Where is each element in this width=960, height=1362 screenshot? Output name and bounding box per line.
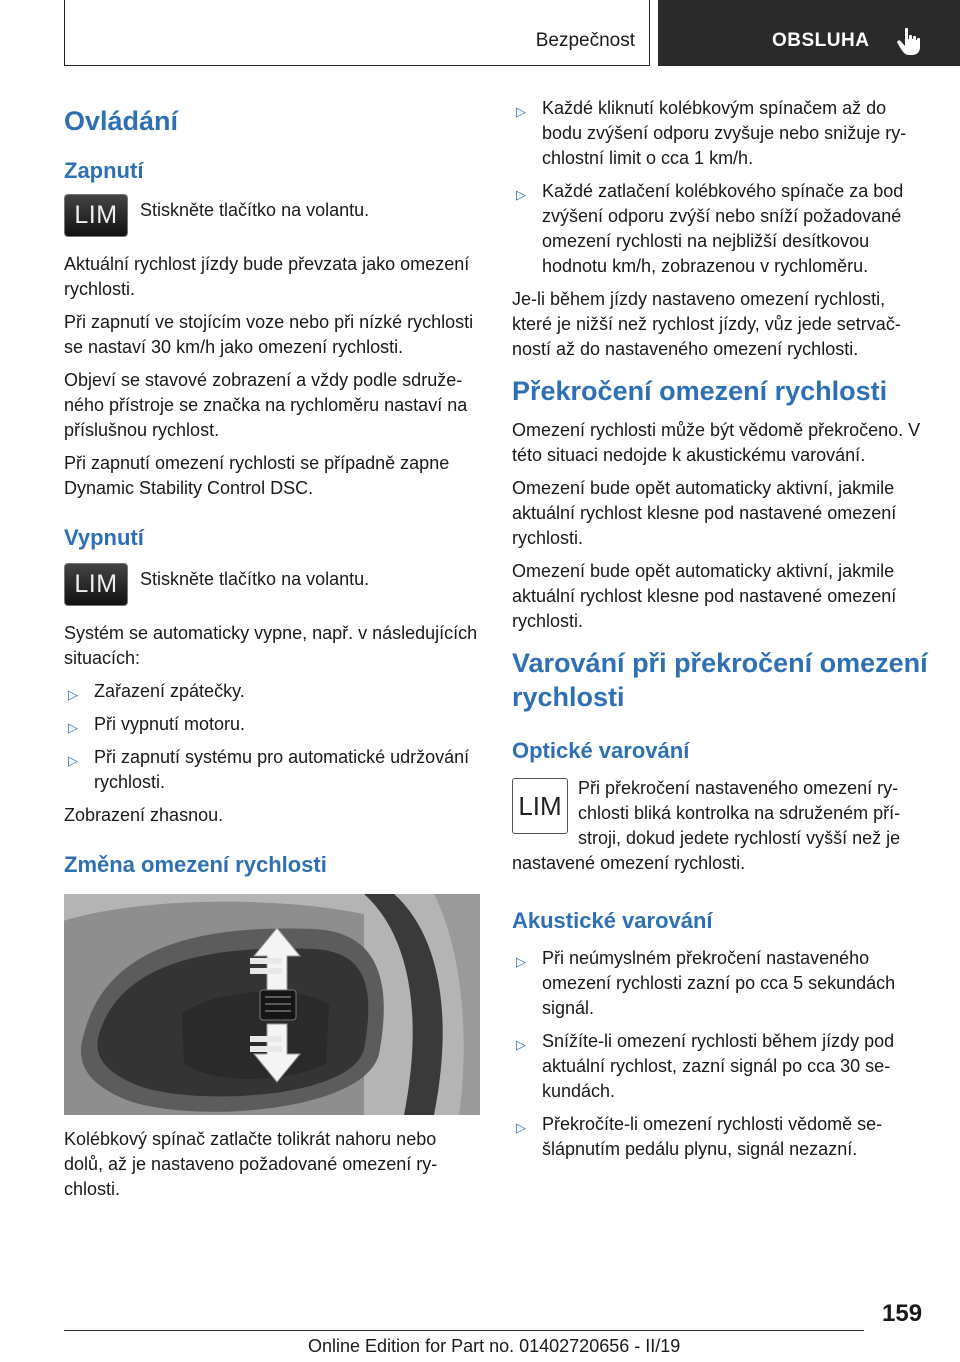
section-title: Bezpečnost bbox=[535, 30, 635, 51]
left-column bbox=[64, 96, 480, 1210]
triangle-bullet-icon: ▷ bbox=[516, 187, 526, 202]
footer-edition: Online Edition for Part no. 01402720656 - II/19 bbox=[308, 1336, 681, 1356]
page-number: 159 bbox=[882, 1300, 923, 1327]
paragraph: Při překročení nastaveného omezení rychlosti bliká kontrolka na sdruženém přístroji, dokud jedete rychlostí vyšší než je nastavené omezení rychlosti. bbox=[512, 778, 901, 873]
triangle-bullet-icon: ▷ bbox=[68, 687, 78, 702]
lim-instruction bbox=[64, 194, 480, 246]
lim-indicator-icon: LIM bbox=[512, 778, 568, 834]
footer-divider bbox=[64, 1330, 864, 1331]
chapter-tab-label: OBSLUHA bbox=[772, 30, 870, 51]
paragraph: Při zapnutí omezení rychlosti se případně zapne Dynamic Stability Control DSC. bbox=[64, 453, 450, 498]
triangle-bullet-icon: ▷ bbox=[68, 753, 78, 768]
subheading-zmena: Změna omezení rychlosti bbox=[64, 852, 327, 877]
list-item: ▷ Při neúmyslném překročení nastaveného omezení rychlosti zazní po cca 5 sekundách signál. bbox=[516, 948, 896, 1018]
triangle-bullet-icon: ▷ bbox=[516, 1037, 526, 1052]
list-item: ▷ Překročíte-li omezení rychlosti vědomě sešlápnutím pedálu plynu, signál nezazní. bbox=[516, 1114, 883, 1159]
instruction-text: Stiskněte tlačítko na volantu. bbox=[140, 200, 370, 220]
subheading-zapnuti: Zapnutí bbox=[64, 158, 144, 183]
paragraph: Je-li během jízdy nastaveno omezení rychlosti, které je nižší než rychlost jízdy, vůz jede setrvačností až do nastaveného omezení rychlosti. bbox=[512, 289, 901, 359]
steering-wheel-image bbox=[64, 894, 480, 1115]
paragraph: Omezení bude opět automaticky aktivní, jakmile aktuální rychlost klesne pod nastavené omezení rychlosti. bbox=[512, 478, 897, 548]
paragraph: Při zapnutí ve stojícím voze nebo při nízké rychlosti se nastaví 30 km/h jako omezení rychlosti. bbox=[64, 312, 474, 357]
list-item: ▷ Každé kliknutí kolébkovým spínačem až do bodu zvýšení odporu zvyšuje nebo snižuje rychlostní limit o cca 1 km/h. bbox=[516, 98, 907, 168]
triangle-bullet-icon: ▷ bbox=[516, 1120, 526, 1135]
list-item: ▷ Zařazení zpátečky. bbox=[64, 679, 480, 704]
triangle-bullet-icon: ▷ bbox=[68, 720, 78, 735]
list-item: ▷ Snížíte-li omezení rychlosti během jízdy pod aktuální rychlost, zazní signál po cca 30 sekundách. bbox=[516, 1031, 895, 1101]
subheading-akusticke: Akustické varování bbox=[512, 908, 713, 933]
right-column bbox=[512, 96, 928, 1170]
bullet-list bbox=[512, 96, 928, 279]
bullet-list bbox=[512, 946, 928, 1162]
figure-caption: Kolébkový spínač zatlačte tolikrát nahoru nebo dolů, až je nastaveno požadované omezení rychlosti. bbox=[64, 1129, 438, 1199]
paragraph: Zobrazení zhasnou. bbox=[64, 805, 224, 825]
triangle-bullet-icon: ▷ bbox=[516, 104, 526, 119]
rocker-switch-illustration bbox=[64, 894, 480, 1115]
section-heading: Překročení omezení rychlosti bbox=[512, 376, 888, 406]
lim-instruction bbox=[64, 563, 480, 615]
instruction-text: Stiskněte tlačítko na volantu. bbox=[140, 569, 370, 589]
list-item: ▷ Při vypnutí motoru. bbox=[64, 712, 480, 737]
paragraph: Objeví se stavové zobrazení a vždy podle sdruženého přístroje se značka na rychloměru nastaví na příslušnou rychlost. bbox=[64, 370, 468, 440]
paragraph: Aktuální rychlost jízdy bude převzata jako omezení rychlosti. bbox=[64, 254, 470, 299]
list-item: ▷ Při zapnutí systému pro automatické udržování rychlosti. bbox=[68, 747, 470, 792]
paragraph: Omezení bude opět automaticky aktivní, jakmile aktuální rychlost klesne pod nastavené omezení rychlosti. bbox=[512, 561, 897, 631]
optical-warning-block bbox=[512, 776, 928, 884]
triangle-bullet-icon: ▷ bbox=[516, 954, 526, 969]
bullet-list bbox=[64, 679, 480, 795]
subheading-opticke: Optické varování bbox=[512, 738, 690, 763]
header-frame bbox=[64, 0, 650, 66]
subheading-vypnuti: Vypnutí bbox=[64, 525, 144, 550]
lim-button-icon: LIM bbox=[64, 563, 128, 606]
chapter-tab[interactable] bbox=[658, 0, 960, 66]
list-item: ▷ Každé zatlačení kolébkového spínače za bod zvýšení odporu zvýší nebo sníží požadované omezení rychlosti na nejbližší desítkovou hodnotu km/h, zobrazenou v rychloměru. bbox=[516, 181, 904, 276]
paragraph: Omezení rychlosti může být vědomě překročeno. V této situaci nedojde k akustickému varování. bbox=[512, 420, 921, 465]
paragraph: Systém se automaticky vypne, např. v následujících situacích: bbox=[64, 623, 478, 668]
hand-pointer-icon bbox=[896, 26, 922, 56]
lim-button-icon: LIM bbox=[64, 194, 128, 237]
section-heading: Varování při překročení omezení rychlosti bbox=[512, 648, 928, 712]
section-heading: Ovládání bbox=[64, 106, 179, 136]
